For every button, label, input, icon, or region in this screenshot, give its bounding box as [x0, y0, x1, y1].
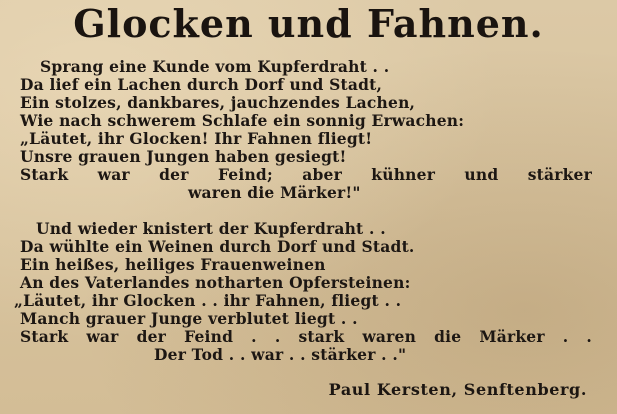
poem-line: Stark war der Feind; aber kühner und stärker: [20, 165, 592, 184]
poem-line: Wie nach schwerem Schlafe ein sonnig Erwachen:: [20, 111, 465, 130]
poem-line: Ein heißes, heiliges Frauenweinen: [20, 255, 326, 274]
poem-line: Unsre grauen Jungen haben gesiegt!: [20, 147, 347, 166]
poem-line: Und wieder knistert der Kupferdraht . .: [36, 219, 386, 238]
poem-line: waren die Märker!": [188, 183, 361, 202]
poem-line: Manch grauer Junge verblutet liegt . .: [20, 309, 358, 328]
poem-line: „Läutet, ihr Glocken . . ihr Fahnen, fliegt . .: [14, 291, 402, 310]
poem-line: Der Tod . . war . . stärker . .": [154, 345, 407, 364]
poem-line: Da lief ein Lachen durch Dorf und Stadt,: [20, 75, 383, 94]
poem-line: „Läutet, ihr Glocken! Ihr Fahnen fliegt!: [20, 129, 373, 148]
poem-title: Glocken und Fahnen.: [73, 1, 544, 46]
poem-line: Ein stolzes, dankbares, jauchzendes Lachen,: [20, 93, 416, 112]
author-signature: Paul Kersten, Senftenberg.: [328, 380, 587, 399]
poem-line: An des Vaterlandes notharten Opfersteinen:: [20, 273, 411, 292]
poem-line: Sprang eine Kunde vom Kupferdraht . .: [40, 57, 390, 76]
poem-line: Da wühlte ein Weinen durch Dorf und Stadt.: [20, 237, 415, 256]
poem-line: Stark war der Feind . . stark waren die Märker . .: [20, 327, 592, 346]
